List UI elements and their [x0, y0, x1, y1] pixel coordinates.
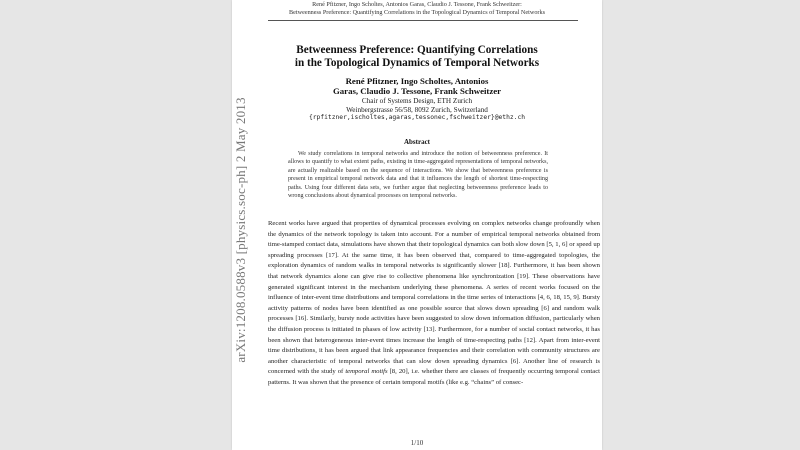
title-line-2: in the Topological Dynamics of Temporal Networks — [294, 56, 540, 69]
affiliation — [232, 97, 602, 123]
header-rule — [268, 20, 578, 21]
affiliation-chair: Chair of Systems Design, ETH Zurich — [361, 97, 473, 105]
affiliation-address: Weinbergstrasse 56/58, 8092 Zurich, Switzerland — [346, 105, 488, 114]
abstract-text: We study correlations in temporal networks and introduce the notion of betweenness preference. It allows to quantify to what extent paths, existing in time-aggregated representations of temporal networks, are actually realizable based on the sequence of interactions. We show that betweenness preference is present in empirical temporal network data and that it influences the length of shortest time-respecting paths. Using four different data sets, we further argue that neglecting betweenness preference leads to wrong conclusions about dynamical processes on temporal networks. — [288, 151, 548, 200]
body-text-part-2: [8, 20], i.e. whether there are classes of frequently occurring temporal contact patterns. It was shown that the presence of certain temporal motifs (like e.g. “chains” of consec- — [268, 368, 600, 386]
running-head-authors: René Pfitzner, Ingo Scholtes, Antonios Garas, Claudio J. Tessone, Frank Schweitzer: — [312, 1, 522, 8]
title-line-1: Betweenness Preference: Quantifying Correlations — [296, 44, 538, 56]
page-number: 1/10 — [410, 439, 424, 447]
abstract-heading: Abstract — [403, 138, 431, 146]
body-text-part-1: Recent works have argued that properties of dynamical processes evolving on complex networks change profoundly when the dynamics of the network topology is taken into account. For a number of empirical temporal networks obtained from time-stamped contact data, simulations have shown that their topological dynamics can both slow down [5, 1, 6] or speed up spreading processes [17]. At the same time, it has been observed that, compared to time-aggregated topologies, the exploration dynamics of random walks in temporal networks is significantly slower [18]. Furthermore, it has been shown that network dynamics alone can give rise to collective phenomena like synchronization [19]. These observations have generated significant interest in the mechanism underlying these phenomena. A series of recent works focused on the influence of inter-event time distributions and temporal correlations in the time series of interactions [4, 6, 18, 15, 9]. Bursty activity patterns of nodes have been identified as one possible source that slows down spreading [6] and random walk processes [16]. Similarly, bursty node activities have been suggested to slow down information diffusion, particularly when the diffusion process is initiated in phases of low activity [13]. Furthermore, for a number of social contact networks, it has been shown that heterogeneous inter-event times increase the length of time-respecting paths [12]. Apart from inter-event time distributions, it has been argued that link appearance frequencies and their correlation with community structures are another characteristic of temporal networks that can slow down spreading dynamics [6]. Another line of research is concerned with the study of — [268, 220, 600, 376]
author-emails: {rpfitzner,ischoltes,agaras,tessonec,fschweitzer}@ethz.ch — [308, 114, 526, 122]
running-head-title: Betweenness Preference: Quantifying Correlations in the Topological Dynamics of Temporal Networks — [289, 9, 545, 16]
body-emphasis: temporal motifs — [345, 368, 388, 376]
author-list — [232, 76, 602, 96]
body-paragraph — [268, 219, 600, 431]
arxiv-identifier-stamp: arXiv:1208.0588v3 [physics.soc-ph] 2 May 2013 — [233, 97, 248, 363]
authors-line-1: René Pfitzner, Ingo Scholtes, Antonios — [345, 76, 489, 86]
authors-line-2: Garas, Claudio J. Tessone, Frank Schweitzer — [332, 86, 502, 96]
paper-page — [232, 0, 602, 450]
paper-title — [232, 44, 602, 69]
running-head — [232, 1, 602, 17]
